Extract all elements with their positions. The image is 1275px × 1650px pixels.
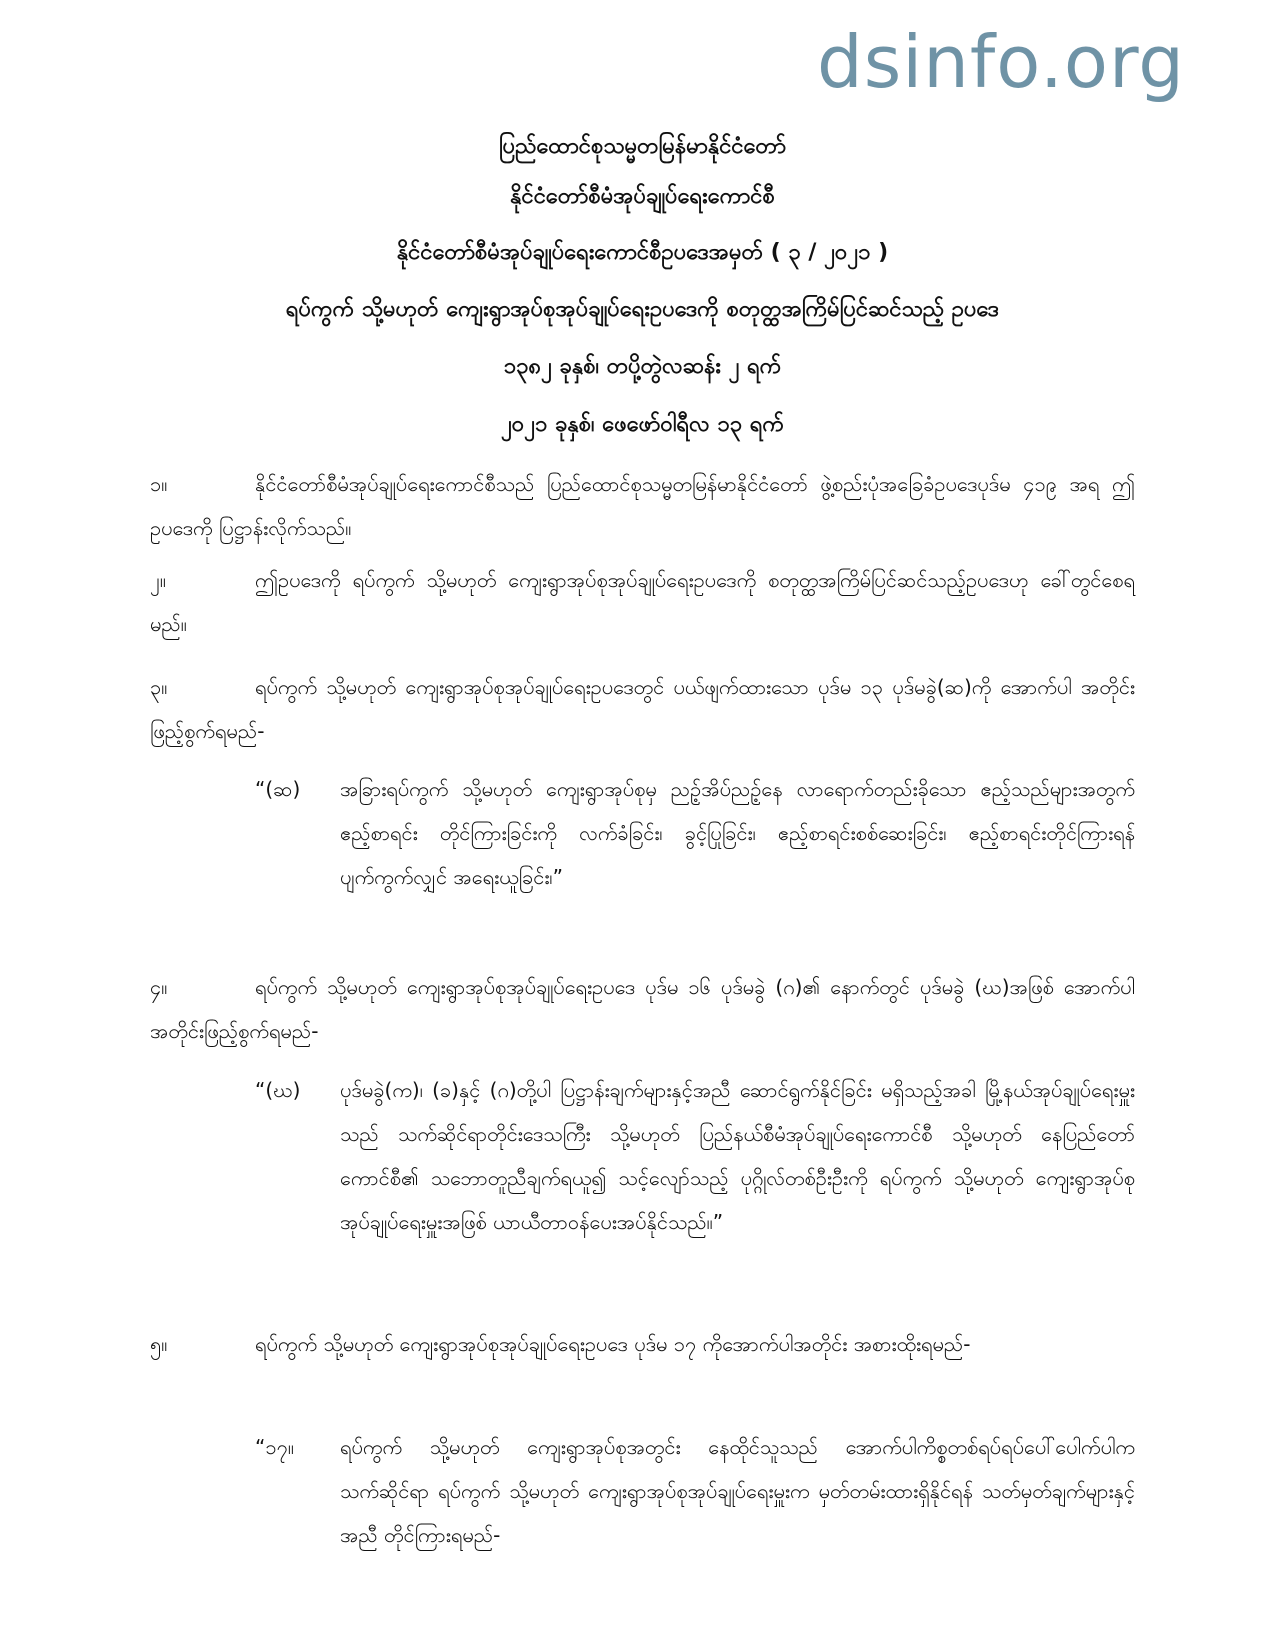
quoted-section-17 bbox=[255, 1425, 1135, 1557]
law-title: ရပ်ကွက် သို့မဟုတ် ကျေးရွာအုပ်စုအုပ်ချုပ်ရေးဥပဒေကို စတုတ္ထအကြိမ်ပြင်ဆင်သည့် ဥပဒေ bbox=[285, 297, 1000, 322]
law-number: နိုင်ငံတော်စီမံအုပ်ချုပ်ရေးကောင်စီဥပဒေအမှတ် ( ၃ / ၂၀၂၁ ) bbox=[396, 240, 889, 265]
section-number: ၃။ bbox=[150, 675, 168, 699]
section-text: ဤဥပဒေကို ရပ်ကွက် သို့မဟုတ် ကျေးရွာအုပ်စုအုပ်ချုပ်ရေးဥပဒေကို စတုတ္ထအကြိမ်ပြင်ဆင်သည့်ဥပဒေဟု ခေါ်တွင်စေရမည်။ bbox=[150, 568, 1135, 636]
gregorian-date: ၂၀၂၁ ခုနှစ်၊ ဖေဖော်ဝါရီလ ၁၃ ရက် bbox=[501, 412, 784, 437]
section-5 bbox=[150, 1322, 1135, 1366]
section-number: ၄။ bbox=[150, 975, 168, 999]
section-number: ၂။ bbox=[150, 568, 166, 592]
section-1 bbox=[150, 462, 1135, 550]
country-title: ပြည်ထောင်စုသမ္မတမြန်မာနိုင်ငံတော် bbox=[498, 134, 787, 159]
section-text: ရပ်ကွက် သို့မဟုတ် ကျေးရွာအုပ်စုအုပ်ချုပ်ရေးဥပဒေတွင် ပယ်ဖျက်ထားသော ပုဒ်မ ၁၃ ပုဒ်မခွဲ(ဆ)ကို အောက်ပါ အတိုင်း ဖြည့်စွက်ရမည်- bbox=[150, 675, 1135, 743]
section-text: ရပ်ကွက် သို့မဟုတ် ကျေးရွာအုပ်စုအုပ်ချုပ်ရေးဥပဒေ ပုဒ်မ ၁၇ ကိုအောက်ပါအတိုင်း အစားထိုးရမည်- bbox=[255, 1332, 971, 1356]
clause-number: “၁၇။ bbox=[255, 1435, 294, 1459]
clause-text: ပုဒ်မခွဲ(က)၊ (ခ)နှင့် (ဂ)တို့ပါ ပြဋ္ဌာန်းချက်များနှင့်အညီ ဆောင်ရွက်နိုင်ခြင်း မရှိသည့်အခါ မြို့နယ်အုပ်ချုပ်ရေးမှူးသည် သက်ဆိုင်ရာတိုင်းဒေသကြီး သို့မဟုတ် ပြည်နယ်စီမံအုပ်ချုပ်ရေးကောင်စီ သို့မဟုတ် နေပြည်တော်ကောင်စီ၏ သဘောတူညီချက်ရယူ၍ သင့်လျော်သည့် ပုဂ္ဂိုလ်တစ်ဦးဦးကို ရပ်ကွက် သို့မဟုတ် ကျေးရွာအုပ်စုအုပ်ချုပ်ရေးမှူးအဖြစ် ယာယီတာဝန်ပေးအပ်နိုင်သည်။” bbox=[340, 1078, 1135, 1234]
watermark-logo: dsinfo.org bbox=[817, 20, 1185, 104]
section-text: နိုင်ငံတော်စီမံအုပ်ချုပ်ရေးကောင်စီသည် ပြည်ထောင်စုသမ္မတမြန်မာနိုင်ငံတော် ဖွဲ့စည်းပုံအခြေခံဥပဒေပုဒ်မ ၄၁၉ အရ ဤဥပဒေကို ပြဋ္ဌာန်းလိုက်သည်။ bbox=[150, 472, 1135, 540]
myanmar-date: ၁၃၈၂ ခုနှစ်၊ တပို့တွဲလဆန်း ၂ ရက် bbox=[503, 354, 782, 379]
section-number: ၅။ bbox=[150, 1332, 168, 1356]
section-4 bbox=[150, 965, 1135, 1053]
section-text: ရပ်ကွက် သို့မဟုတ် ကျေးရွာအုပ်စုအုပ်ချုပ်ရေးဥပဒေ ပုဒ်မ ၁၆ ပုဒ်မခွဲ (ဂ)၏ နောက်တွင် ပုဒ်မခွဲ (ဃ)အဖြစ် အောက်ပါအတိုင်းဖြည့်စွက်ရမည်- bbox=[150, 975, 1135, 1043]
clause-text: ရပ်ကွက် သို့မဟုတ် ကျေးရွာအုပ်စုအတွင်း နေထိုင်သူသည် အောက်ပါကိစ္စတစ်ရပ်ရပ်ပေါ်ပေါက်ပါက သက်ဆိုင်ရာ ရပ်ကွက် သို့မဟုတ် ကျေးရွာအုပ်စုအုပ်ချုပ်ရေးမှူးက မှတ်တမ်းထားရှိနိုင်ရန် သတ်မှတ်ချက်များနှင့်အညီ တိုင်ကြားရမည်- bbox=[340, 1435, 1135, 1547]
clause-text: အခြားရပ်ကွက် သို့မဟုတ် ကျေးရွာအုပ်စုမှ ညဉ့်အိပ်ညဉ့်နေ လာရောက်တည်းခိုသော ဧည့်သည်များအတွက် ဧည့်စာရင်း တိုင်ကြားခြင်းကို လက်ခံခြင်း၊ ခွင့်ပြုခြင်း၊ ဧည့်စာရင်းစစ်ဆေးခြင်း၊ ဧည့်စာရင်းတိုင်ကြားရန် ပျက်ကွက်လျှင် အရေးယူခြင်း၊” bbox=[340, 777, 1135, 889]
quoted-clause-gha bbox=[255, 1068, 1135, 1244]
clause-number: “(ဃ) bbox=[255, 1078, 301, 1102]
council-title: နိုင်ငံတော်စီမံအုပ်ချုပ်ရေးကောင်စီ bbox=[510, 184, 775, 209]
section-2 bbox=[150, 558, 1135, 646]
section-3 bbox=[150, 665, 1135, 753]
section-number: ၁။ bbox=[150, 472, 168, 496]
clause-number: “(ဆ) bbox=[255, 777, 301, 801]
quoted-clause-sa bbox=[255, 767, 1135, 899]
